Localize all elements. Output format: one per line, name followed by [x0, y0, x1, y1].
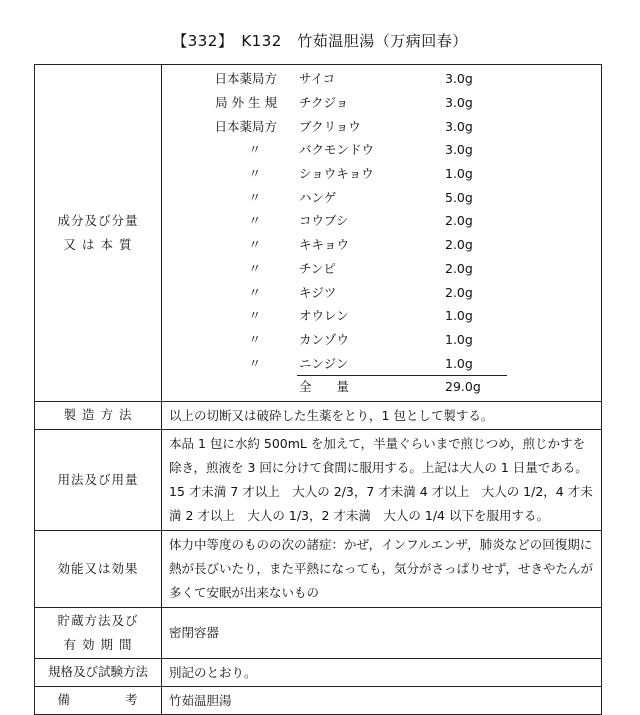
ingredient-name: サイコ [299, 71, 336, 87]
ingredient-row [169, 138, 595, 162]
ingredient-row [169, 328, 595, 352]
total-label: 全 量 [299, 379, 350, 395]
ingredient-name: チクジョ [299, 95, 349, 111]
ingredient-source: 〃 [248, 284, 261, 300]
manufacturing-label: 製 造 方 法 [35, 401, 162, 429]
remarks-row [35, 686, 602, 714]
dosage-text: 本品 1 包に水約 500mL を加えて，半量ぐらいまで煎じつめ，煎じかすを除き，煎液を 3 回に分けて食間に服用する。上記は大人の 1 日量である。15 才未満 7 才以上 大人の 2/3，7 才未満 4 才以上 大人の 1/2，4 才未満 2 才以上 大人の 1/3，2 才未満 大人の 1/4 以下を服用する。 [162, 429, 602, 530]
ingredient-row [169, 114, 595, 138]
specification-text: 別記のとおり。 [162, 658, 602, 686]
ingredient-name: キジツ [299, 284, 337, 300]
ingredient-source: 〃 [248, 142, 261, 158]
ingredient-name: バクモンドウ [299, 142, 375, 158]
ingredient-source: 日本薬局方 [214, 71, 277, 87]
ingredient-amount: 3.0g [445, 95, 473, 111]
composition-label-line1: 成分及び分量 [57, 212, 139, 228]
ingredient-amount: 1.0g [445, 308, 473, 324]
efficacy-row [35, 530, 602, 607]
ingredient-name: キキョウ [299, 237, 350, 253]
ingredient-amount: 5.0g [445, 189, 473, 205]
ingredient-source: 〃 [248, 355, 261, 371]
ingredient-row [169, 185, 595, 209]
specification-label: 規格及び試験方法 [35, 658, 162, 686]
ingredient-amount: 2.0g [445, 260, 473, 276]
ingredient-name: ハンゲ [299, 189, 337, 205]
ingredient-row [169, 91, 595, 115]
ingredient-amount: 2.0g [445, 213, 473, 229]
ingredient-name: チンピ [299, 260, 336, 276]
storage-row [35, 607, 602, 658]
remarks-text: 竹茹温胆湯 [162, 686, 602, 714]
storage-label-line1: 貯蔵方法及び [57, 612, 139, 628]
ingredient-amount: 3.0g [445, 71, 473, 87]
ingredient-amount: 2.0g [445, 237, 473, 253]
specification-row [35, 658, 602, 686]
ingredient-amount: 3.0g [445, 118, 473, 134]
ingredient-name: ニンジン [299, 355, 349, 371]
ingredient-name: ショウキョウ [299, 166, 374, 182]
ingredient-row [169, 257, 595, 281]
ingredient-source: 局 外 生 規 [215, 95, 277, 111]
total-row [169, 375, 595, 399]
ingredient-row [169, 233, 595, 257]
efficacy-label: 効能又は効果 [35, 530, 162, 607]
ingredient-row [169, 162, 595, 186]
ingredient-row [169, 351, 595, 375]
composition-label-line2: 又 は 本 質 [63, 236, 133, 252]
storage-text: 密閉容器 [162, 607, 602, 658]
ingredient-row [169, 304, 595, 328]
ingredient-name: カンゾウ [299, 331, 350, 347]
ingredient-amount: 1.0g [445, 166, 473, 182]
efficacy-text: 体力中等度のものの次の諸症：かぜ，インフルエンザ，肺炎などの回復期に熱が長びいたり，また平熱になっても，気分がさっぱりせず，せきやたんが多くて安眠が出来ないもの [162, 530, 602, 607]
ingredient-source: 〃 [248, 189, 261, 205]
ingredient-source: 〃 [248, 308, 261, 324]
composition-label [35, 65, 162, 402]
ingredient-row [169, 67, 595, 91]
dosage-row [35, 429, 602, 530]
storage-label-line2: 有 効 期 間 [63, 636, 133, 652]
specification-table [34, 64, 602, 715]
ingredient-name: オウレン [299, 308, 349, 324]
ingredient-source: 〃 [248, 260, 261, 276]
document-title: 【332】 K132 竹茹温胆湯（万病回春） [172, 32, 468, 50]
manufacturing-row [35, 401, 602, 429]
ingredient-name: ブクリョウ [299, 118, 361, 134]
ingredient-amount: 3.0g [445, 142, 473, 158]
ingredient-source: 〃 [248, 331, 261, 347]
remarks-label: 備 考 [35, 686, 162, 714]
manufacturing-text: 以上の切断又は破砕した生薬をとり，1 包として製する。 [162, 401, 602, 429]
storage-label [35, 607, 162, 658]
ingredient-amount: 1.0g [445, 331, 473, 347]
ingredient-name: コウブシ [299, 213, 349, 229]
ingredient-row [169, 280, 595, 304]
total-amount: 29.0g [445, 379, 481, 395]
dosage-label: 用法及び用量 [35, 429, 162, 530]
ingredient-source: 日本薬局方 [214, 118, 277, 134]
ingredient-amount: 2.0g [445, 284, 473, 300]
composition-content [162, 65, 602, 402]
ingredient-row [169, 209, 595, 233]
ingredient-amount: 1.0g [445, 355, 473, 371]
composition-row [35, 65, 602, 402]
ingredient-source: 〃 [248, 213, 261, 229]
ingredient-source: 〃 [248, 166, 261, 182]
ingredient-source: 〃 [248, 237, 261, 253]
ingredient-list [169, 67, 595, 375]
